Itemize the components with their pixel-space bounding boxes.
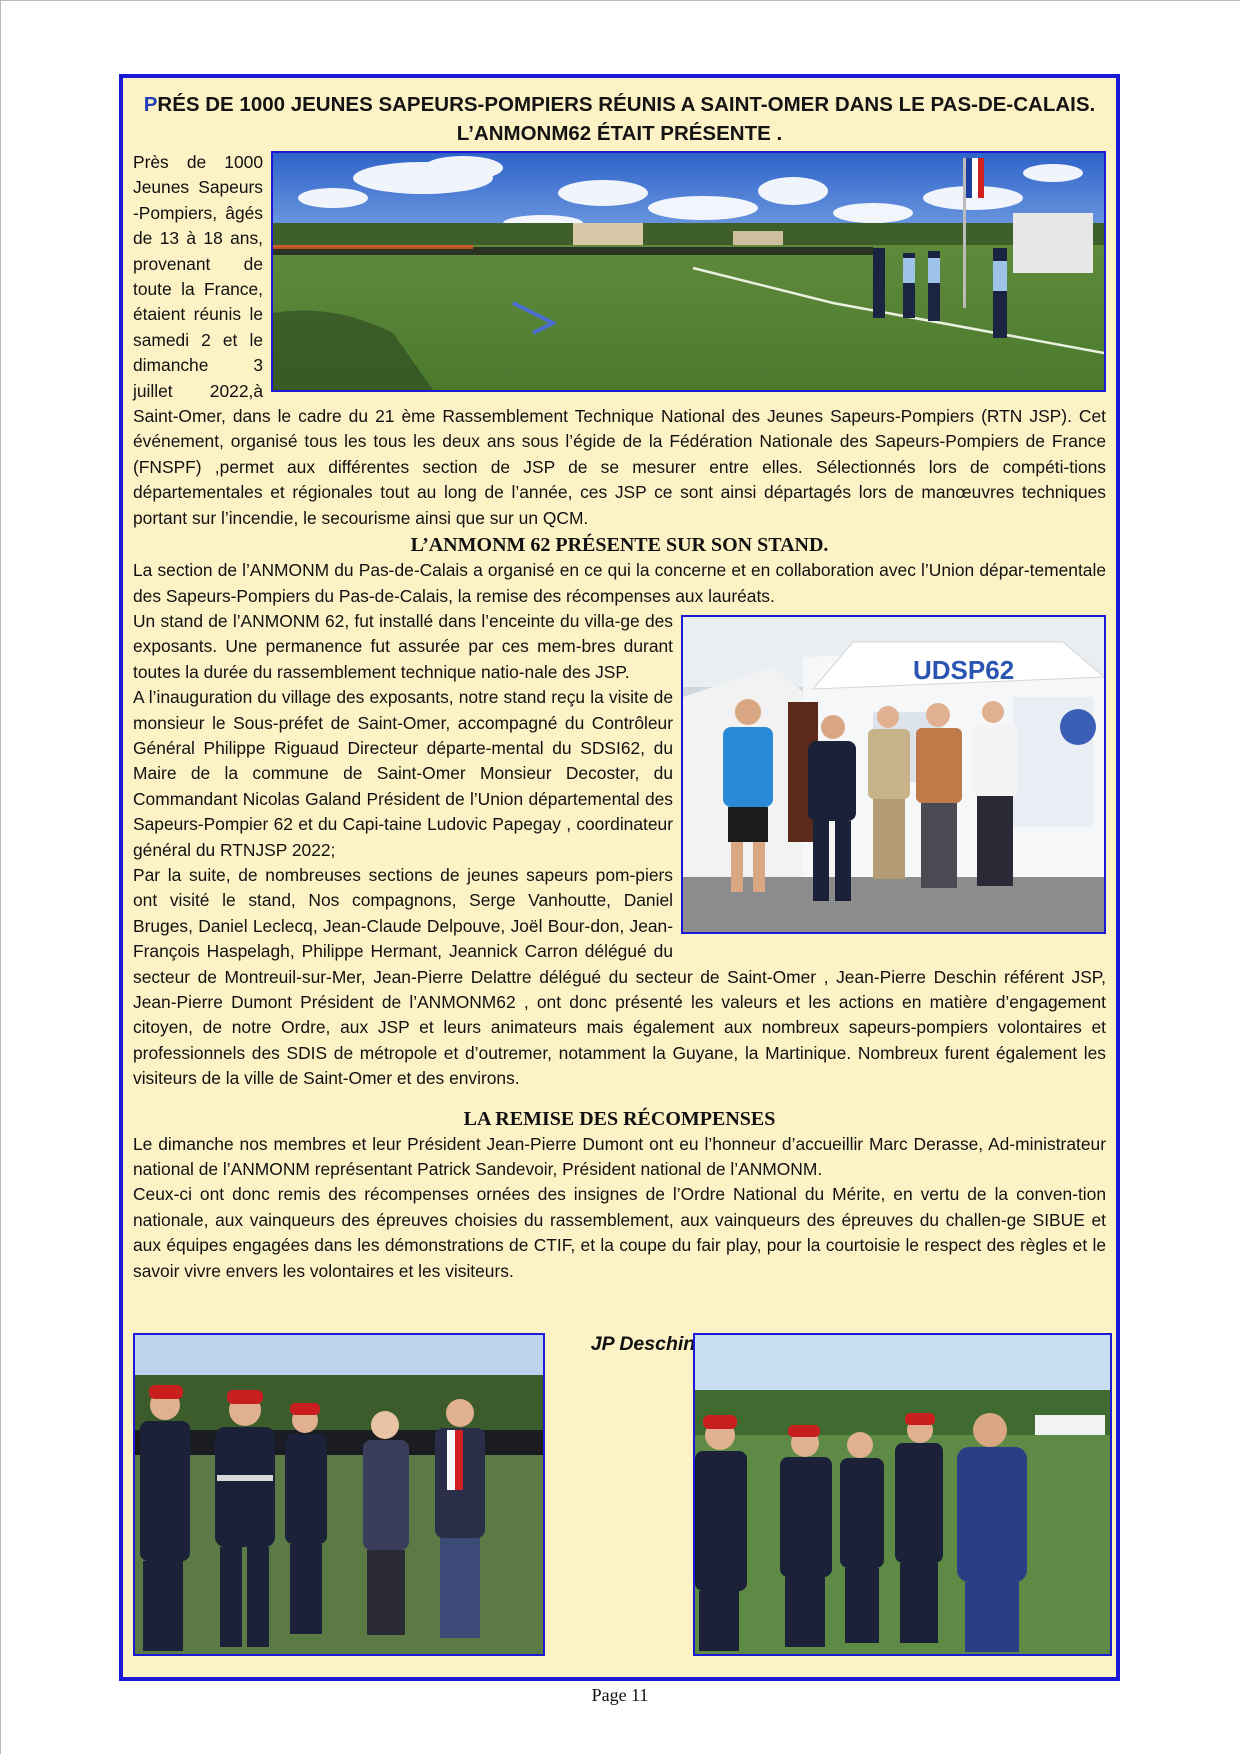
bottom-photos-row: [133, 1333, 1118, 1663]
title-line1: RÉS DE 1000 JEUNES SAPEURS-POMPIERS RÉUNIS A SAINT-OMER DANS LE PAS-DE-CALAIS.: [157, 93, 1096, 116]
stand-photo: [681, 615, 1106, 934]
article-title: [133, 90, 1106, 148]
section-stand-title: L’ANMONM 62 PRÉSENTE SUR SON STAND.: [410, 534, 829, 557]
page-number: Page 11: [591, 1685, 649, 1705]
awards-paragraph-2: Ceux-ci ont donc remis des récompenses ornées des insignes de l’Ordre National du Mérite, en vertu de la conven-tion nationale, aux vainqueurs des épreuves choisies du rassemblement, aux vainqueurs des épreuves du challen-ge SIBUE et aux équipes engagées dans les démonstrations de CTIF, et la coupe du fair play, pour la courtoisie le respect des règles et le savoir vivre envers les volontaires et les visiteurs.: [133, 1184, 1106, 1281]
stand-paragraph-3: A l’inauguration du village des exposants, notre stand reçu la visite de monsieur le Sous-préfet de Saint-Omer, accompagné du Contrôleur Général Philippe Riguaud Directeur départe-mental du SDSI62, du Maire de la commune de Saint-Omer Monsieur Decoster, du Commandant Nicolas Galand Président de l’Union départemental des Sapeurs-Pompier 62 et du Capi-taine Ludovic Papegay , coordinateur général du RTNJSP 2022;: [133, 687, 673, 860]
section-awards-title: LA REMISE DES RÉCOMPENSES: [463, 1107, 776, 1130]
title-initial: P: [143, 93, 158, 116]
article-frame: [119, 74, 1120, 1681]
intro-paragraph: Près de 1000 Jeunes Sapeurs -Pompiers, âgés de 13 à 18 ans, provenant de toute la France, étaient réunis le samedi 2 et le dimanche 3 juillet 2022,à Saint-Omer, dans le cadre du 21 ème Rassemblement Technique National des Jeunes Sapeurs-Pompiers (RTN JSP). Cet événement, organisé tous les tous les deux ans sous l’égide de la Fédération Nationale des Sapeurs-Pompiers de France (FNSPF) ,permet aux différentes section de JSP de se mesurer entre elles. Sélectionnés lors de compéti-tions départementales et régionales tout au long de l’année, ces JSP ce sont ainsi départagés lors de manœuvres techniques portant sur l’incendie, le secourisme ainsi que sur un QCM.: [133, 152, 1106, 528]
awards-paragraph-1: Le dimanche nos membres et leur Président Jean-Pierre Dumont ont eu l’honneur d’accueillir Marc Derasse, Ad-ministrateur national de l’ANMONM représentant Patrick Sandevoir, Président national de l’ANMONM.: [133, 1133, 1106, 1180]
award-ceremony-right-image: [695, 1335, 1110, 1654]
udsp62-sign: UDSP62: [913, 654, 1015, 685]
exhibitor-stand-image: [683, 617, 1104, 932]
stand-paragraph-1: La section de l’ANMONM du Pas-de-Calais a organisé en ce qui la concerne et en collaboration avec l’Union dépar-tementale des Sapeurs-Pompiers du Pas-de-Calais, la remise des récompenses aux lauréats.: [133, 560, 1106, 606]
stand-paragraph-2: Un stand de l’ANMONM 62, fut installé dans l’enceinte du villa-ge des exposants. Une permanence fut assurée par ces mem-bres durant toutes la durée du rassemblement technique natio-nale des JSP.: [133, 610, 673, 682]
panorama-photo: [271, 151, 1106, 392]
awards-photo-left: [133, 1333, 545, 1656]
author-signature: JP Deschin: [590, 1333, 696, 1355]
award-ceremony-left-image: [135, 1335, 543, 1654]
stand-paragraph-4: Par la suite, de nombreuses sections de jeunes sapeurs pom-piers ont visité le stand, Nos compagnons, Serge Vanhoutte, Daniel Bruges, Daniel Leclecq, Jean-Claude Delpouve, Joël Bour-don, Jean-François Haspelagh, Philippe Hermant, Jeannick Carron délégué du secteur de Montreuil-sur-Mer, Jean-Pierre Delattre délégué du secteur de Saint-Omer , Jean-Pierre Deschin référent JSP, Jean-Pierre Dumont Président de l’ANMONM62 , ont donc présenté les valeurs et les actions en matière d’engagement citoyen, de notre Ordre, aux JSP et leurs animateurs mais également aux nombreux sapeurs-pompiers volontaires et professionnels des SDIS de métropole et d’outremer, notamment la Guyane, la Martinique. Nombreux furent également les visiteurs de la ville de Saint-Omer et des environs.: [133, 864, 1106, 1089]
awards-photo-right: [693, 1333, 1112, 1656]
stadium-panorama-image: [273, 153, 1104, 390]
title-line2: L’ANMONM62 ÉTAIT PRÉSENTE .: [456, 122, 783, 145]
article-content: [133, 90, 1106, 1284]
